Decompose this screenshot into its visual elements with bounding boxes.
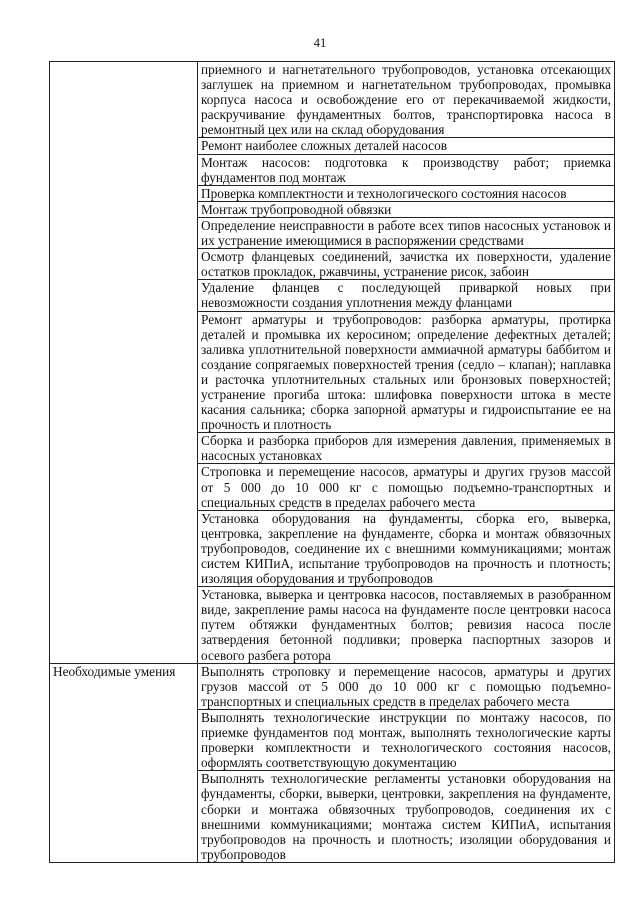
labor-action-cell: Удаление фланцев с последующей приваркой новых при невозможности создания уплотнения между фланцами xyxy=(198,280,615,311)
competency-table xyxy=(49,61,615,863)
page-number: 41 xyxy=(313,36,327,50)
labor-action-cell: Сборка и разборка приборов для измерения давления, применяемых в насосных установках xyxy=(198,433,615,464)
table-row xyxy=(50,663,615,709)
labor-action-cell: Осмотр фланцевых соединений, зачистка их поверхности, удаление остатков прокладок, ржавчины, устранение рисок, забоин xyxy=(198,249,615,280)
labor-action-cell: Проверка комплектности и технологического состояния насосов xyxy=(198,185,615,201)
labor-action-cell: приемного и нагнетательного трубопроводов, установка отсекающих заглушек на приемном и нагнетательном трубопроводах, промывка корпуса насоса и освобождение его от перекачиваемой жидкости, раскручивание фундаментных болтов, транспортировка насоса в ремонтный цех или на склад оборудования xyxy=(198,62,615,138)
table-row xyxy=(50,62,615,138)
labor-action-cell: Монтаж трубопроводной обвязки xyxy=(198,201,615,217)
labor-action-cell: Строповка и перемещение насосов, арматуры и других грузов массой от 5 000 до 10 000 кг с помощью подъемно-транспортных и специальных средств в пределах рабочего места xyxy=(198,464,615,510)
required-skills-label: Необходимые умения xyxy=(50,663,198,862)
labor-action-cell: Установка, выверка и центровка насосов, поставляемых в разобранном виде, закрепление рамы насоса на фундаменте после центровки насоса путем обтяжки фундаментных болтов; ревизия насоса после затвердения бетонной подливки; проверка паспортных зазоров и осевого разбега ротора xyxy=(198,587,615,663)
labor-action-cell: Установка оборудования на фундаменты, сборка его, выверка, центровка, закрепление на фундаменте, сборка и монтаж обвязочных трубопроводов, соединение их с внешними коммуникациями; монтаж систем КИПиА, испытание трубопроводов на прочность и плотность; изоляция оборудования и трубопроводов xyxy=(198,510,615,586)
labor-action-cell: Ремонт арматуры и трубопроводов: разборка арматуры, протирка деталей и промывка их керосином; определение дефектных деталей; заливка уплотнительной поверхности аммиачной арматуры баббитом и создание сопрягаемых поверхностей трения (седло – клапан); наплавка и расточка уплотнительных стальных или бронзовых поверхностей; устранение прогиба штока: шлифовка поверхности штока в месте касания сальника; сборка запорной арматуры и гидроиспытание ее на прочность и плотность xyxy=(198,311,615,433)
labor-action-cell: Определение неисправности в работе всех типов насосных установок и их устранение имеющимися в распоряжении средствами xyxy=(198,217,615,248)
skill-cell: Выполнять строповку и перемещение насосов, арматуры и других грузов массой от 5 000 до 10 000 кг с помощью подъемно-транспортных и специальных средств в пределах рабочего места xyxy=(198,663,615,709)
labor-action-cell: Монтаж насосов: подготовка к производству работ; приемка фундаментов под монтаж xyxy=(198,154,615,185)
skill-cell: Выполнять технологические инструкции по монтажу насосов, по приемке фундаментов под монтаж, выполнять технологические карты проверки комплектности и технологического состояния насосов, оформлять соответствующую документацию xyxy=(198,709,615,770)
skill-cell: Выполнять технологические регламенты установки оборудования на фундаменты, сборки, выверки, центровки, закрепления на фундаменте, сборки и монтажа обвязочных трубопроводов, соединения их с внешними коммуникациями; монтажа систем КИПиА, испытания трубопроводов на прочность и плотность; изоляции оборудования и трубопроводов xyxy=(198,771,615,863)
row-label-cell xyxy=(50,62,198,664)
labor-action-cell: Ремонт наиболее сложных деталей насосов xyxy=(198,138,615,154)
